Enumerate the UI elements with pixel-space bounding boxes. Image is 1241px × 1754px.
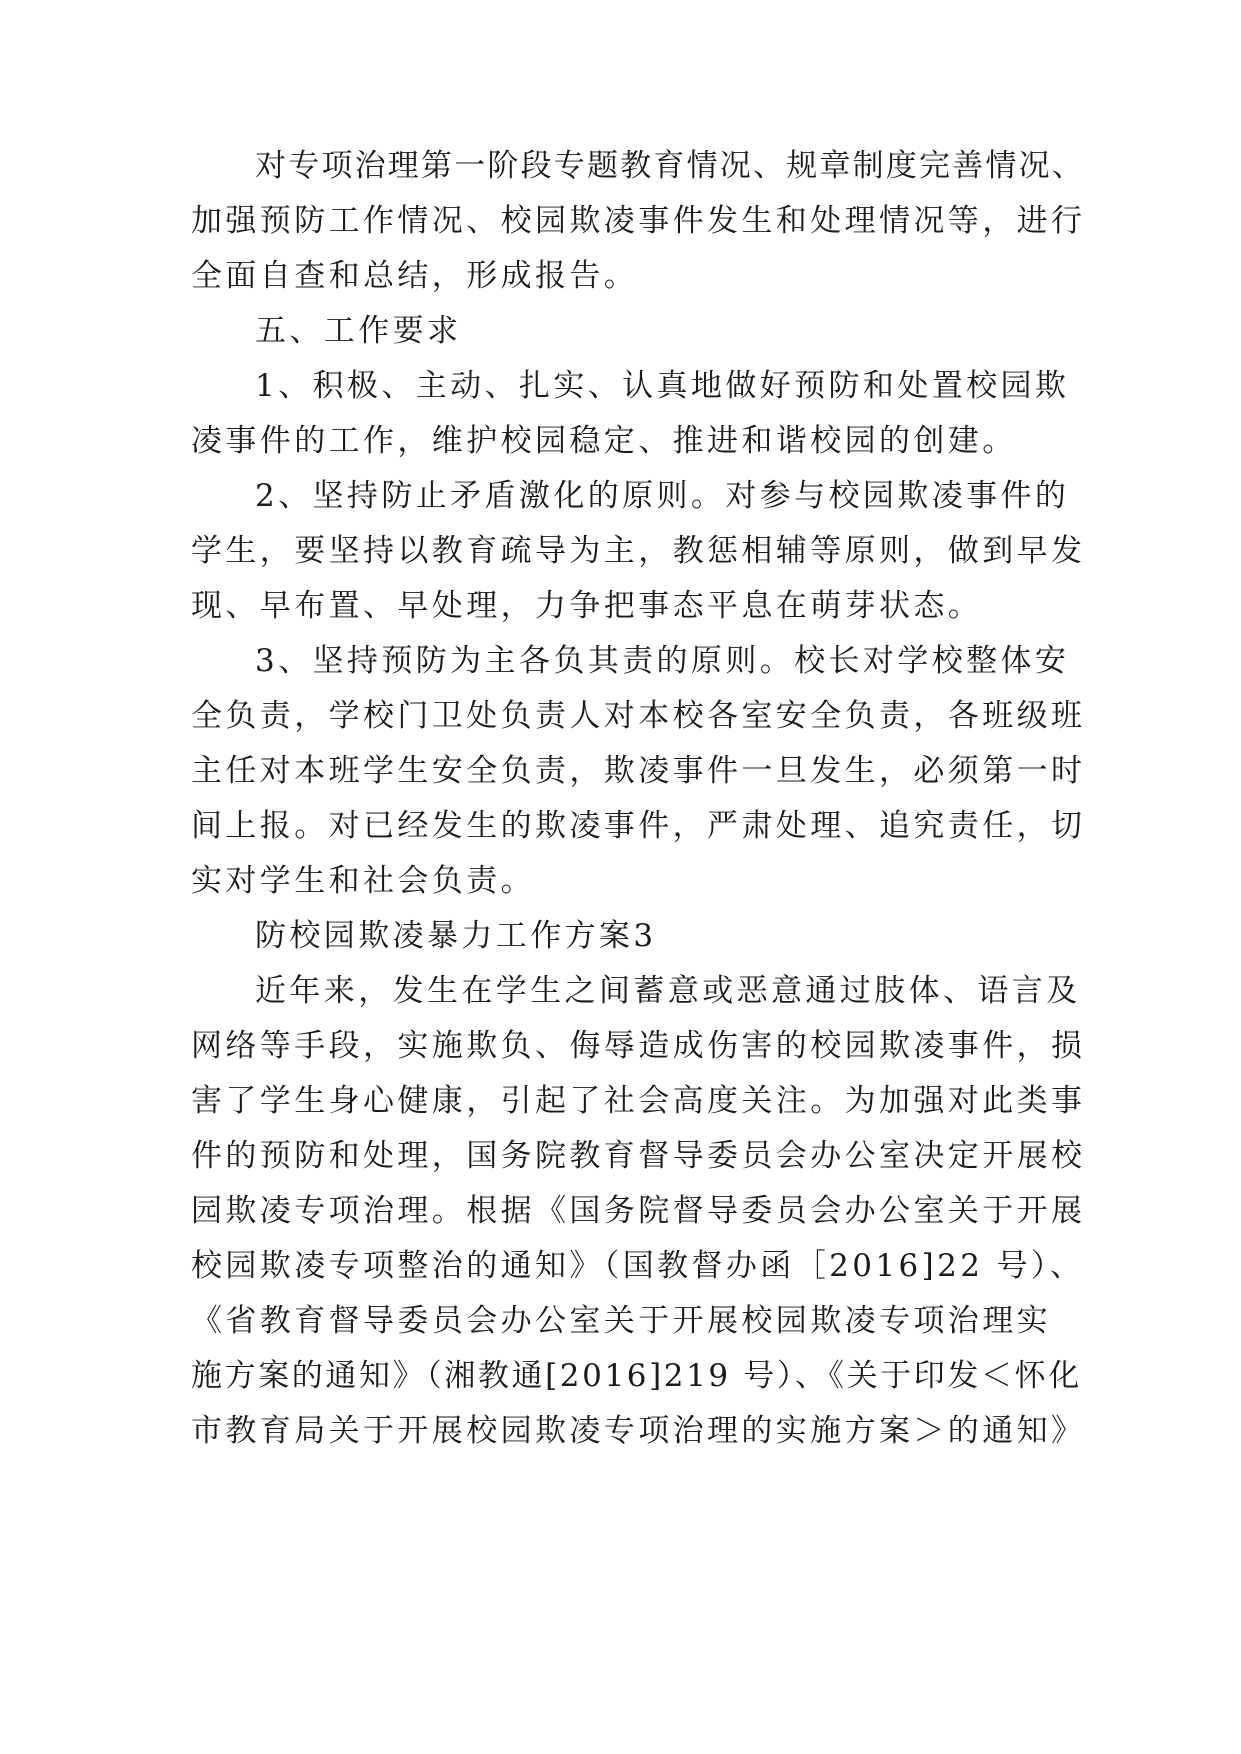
paragraph-line: 主任对本班学生安全负责，欺凌事件一旦发生，必须第一时	[191, 753, 1086, 789]
paragraph-line: 1、积极、主动、扎实、认真地做好预防和处置校园欺	[255, 368, 1070, 404]
paragraph-line: 施方案的通知》（湘教通[2016]219 号）、《关于印发＜怀化	[191, 1358, 1082, 1394]
paragraph-line: 件的预防和处理，国务院教育督导委员会办公室决定开展校	[191, 1138, 1086, 1174]
paragraph-line: 间上报。对已经发生的欺凌事件，严肃处理、追究责任，切	[191, 808, 1086, 844]
paragraph-line: 园欺凌专项治理。根据《国务院督导委员会办公室关于开展	[191, 1193, 1086, 1229]
paragraph-line: 加强预防工作情况、校园欺凌事件发生和处理情况等，进行	[191, 203, 1086, 239]
paragraph-line: 对专项治理第一阶段专题教育情况、规章制度完善情况、	[255, 148, 1085, 184]
section-title: 防校园欺凌暴力工作方案3	[255, 918, 657, 954]
paragraph-line: 《省教育督导委员会办公室关于开展校园欺凌专项治理实	[191, 1303, 1051, 1339]
paragraph-line: 实对学生和社会负责。	[191, 863, 535, 899]
paragraph-line: 近年来，发生在学生之间蓄意或恶意通过肢体、语言及	[255, 973, 1081, 1009]
paragraph-line: 凌事件的工作，维护校园稳定、推进和谐校园的创建。	[191, 423, 1017, 459]
section-heading: 五、工作要求	[255, 313, 462, 349]
paragraph-line: 全面自查和总结，形成报告。	[191, 258, 639, 294]
paragraph-line: 市教育局关于开展校园欺凌专项治理的实施方案＞的通知》	[191, 1413, 1086, 1449]
paragraph-line: 校园欺凌专项整治的通知》（国教督办函［2016]22 号）、	[191, 1248, 1085, 1284]
paragraph-line: 现、早布置、早处理，力争把事态平息在萌芽状态。	[191, 588, 983, 624]
paragraph-line: 害了学生身心健康，引起了社会高度关注。为加强对此类事	[191, 1083, 1086, 1119]
paragraph-line: 网络等手段，实施欺负、侮辱造成伤害的校园欺凌事件，损	[191, 1028, 1086, 1064]
paragraph-line: 全负责，学校门卫处负责人对本校各室安全负责，各班级班	[191, 698, 1086, 734]
paragraph-line: 学生，要坚持以教育疏导为主，教惩相辅等原则，做到早发	[191, 533, 1086, 569]
paragraph-line: 3、坚持预防为主各负其责的原则。校长对学校整体安	[255, 643, 1070, 679]
paragraph-line: 2、坚持防止矛盾激化的原则。对参与校园欺凌事件的	[255, 478, 1070, 514]
